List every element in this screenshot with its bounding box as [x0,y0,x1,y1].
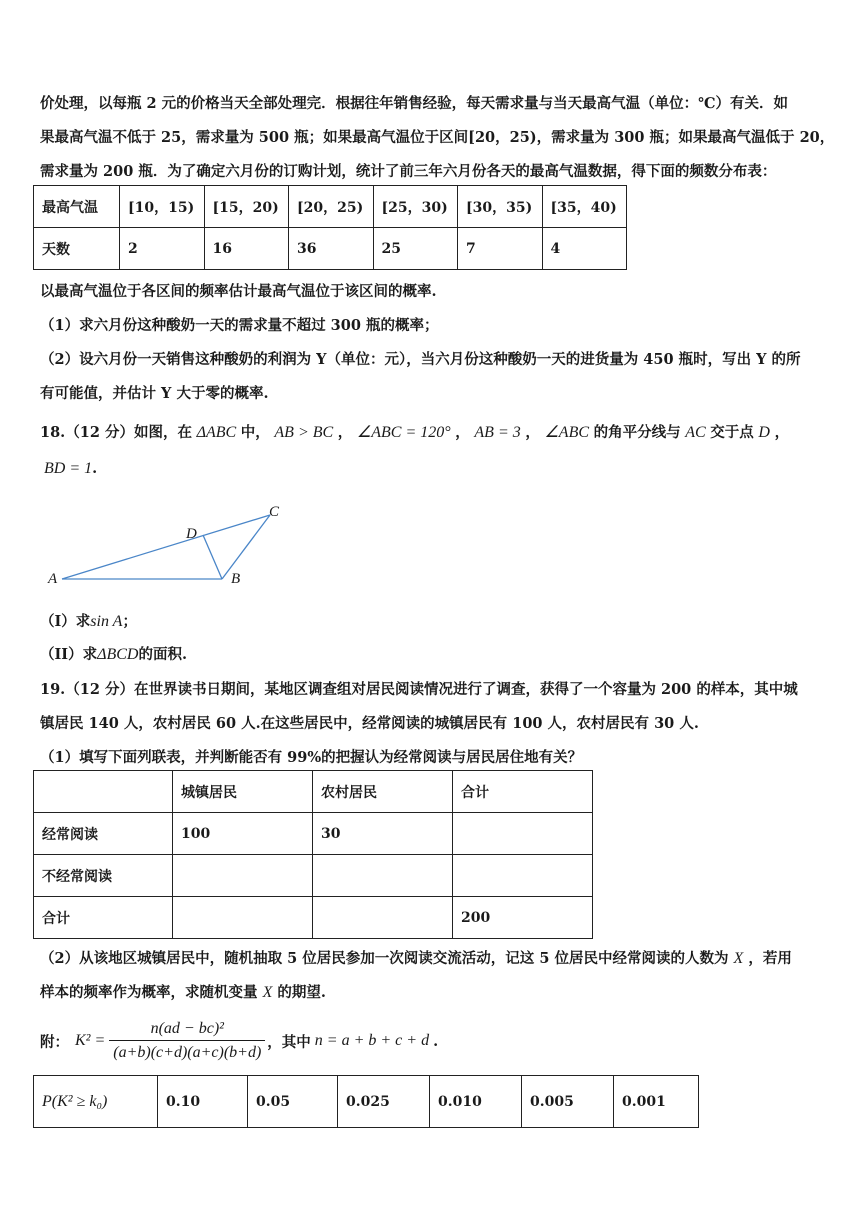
temperature-frequency-table [33,185,627,270]
q19-line2: 镇居民 140 人，农村居民 60 人.在这些居民中，经常阅读的城镇居民有 100 人，农村居民有 30 人. [40,715,699,732]
q18-text: 交于点 [710,424,754,441]
where-text: ，其中 [267,1033,311,1051]
table-cell [453,855,593,897]
q17-part2-line2: 有可能值，并估计 Y 大于零的概率. [40,385,269,402]
q18-stem [40,421,789,442]
q18-stem-line2 [44,460,97,478]
q18-segment-ac: AC [685,424,706,441]
table-cell: 0.10 [158,1076,248,1128]
q18-condition-2: ∠ABC = 120° [356,424,451,441]
table-cell: [30，35) [458,186,543,228]
appendix-formula [40,1015,438,1067]
table-cell: 最高气温 [34,186,120,228]
period-text: . [433,1032,439,1050]
table-cell: 0.001 [614,1076,699,1128]
table-cell [173,897,313,939]
table-cell [313,897,453,939]
q18-text: 中， [240,424,270,441]
table-cell [34,771,173,813]
q18-bd-condition: BD = 1 [44,460,93,477]
q18-part2 [40,643,187,664]
table-cell: 0.025 [338,1076,430,1128]
table-cell: 16 [204,228,289,270]
table-cell [34,1076,158,1128]
table-row [34,897,593,939]
table-row [34,771,593,813]
variable-x: X [733,950,744,967]
q18-text: ； [122,613,137,630]
table-cell: 农村居民 [313,771,453,813]
q17-part1: （1）求六月份这种酸奶一天的需求量不超过 300 瓶的概率； [40,317,439,334]
triangle-figure [40,498,300,590]
q18-part1 [40,610,137,631]
table-row [34,1076,699,1128]
k2-symbol: K² = [75,1032,106,1049]
table-cell: 200 [453,897,593,939]
q17-note: 以最高气温位于各区间的频率估计最高气温位于该区间的概率. [40,283,437,300]
table-row [34,813,593,855]
table-cell: 4 [542,228,627,270]
q18-sin-a: sin A [90,613,123,630]
q19-text: 的期望. [277,984,326,1001]
probability-table [33,1075,699,1128]
q19-part2-line2 [40,981,326,1002]
table-cell: [15，20) [204,186,289,228]
table-cell: [25，30) [373,186,458,228]
q18-text: ， [337,424,353,441]
label-c: C [269,504,280,520]
intro-line-1: 价处理，以每瓶 2 元的价格当天全部处理完．根据往年销售经验，每天需求量与当天最高气温（单位：℃）有关．如 [40,95,789,112]
table-cell: 2 [120,228,205,270]
table-cell: 30 [313,813,453,855]
q19-part2-line1 [40,947,792,968]
q18-text: ， [774,424,790,441]
q19-text: （2）从该地区城镇居民中，随机抽取 5 位居民参加一次阅读交流活动，记这 5 位居民中经常阅读的人数为 [40,950,729,967]
q18-text: . [92,460,98,477]
table-cell: 0.05 [248,1076,338,1128]
q18-angle: ∠ABC [544,424,590,441]
q19-line1: 19.（12 分）在世界读书日期间，某地区调查组对居民阅读情况进行了调查，获得了一个容量为 200 的样本，其中城 [40,681,798,698]
table-cell: [10，15) [120,186,205,228]
table-cell: 0.010 [430,1076,522,1128]
table-cell: 不经常阅读 [34,855,173,897]
segment-ac [62,515,270,579]
q18-condition-1: AB > BC [274,424,334,441]
label-a: A [48,571,58,587]
table-row [34,228,627,270]
segment-bc [222,515,270,579]
n-definition: n = a + b + c + d [314,1032,430,1049]
intro-line-2: 果最高气温不低于 25，需求量为 500 瓶；如果最高气温位于区间[20，25)，需求量为 300 瓶；如果最高气温低于 20， [40,129,835,146]
table-cell [313,855,453,897]
table-cell: 城镇居民 [173,771,313,813]
q19-part1: （1）填写下面列联表，并判断能否有 99%的把握认为经常阅读与居民居住地有关？ [40,749,583,766]
label-d: D [186,526,197,542]
variable-x: X [262,984,273,1001]
q18-condition-3: AB = 3 [474,424,521,441]
table-cell [173,855,313,897]
table-cell: 25 [373,228,458,270]
table-cell: 合计 [34,897,173,939]
table-cell: 合计 [453,771,593,813]
fraction-numerator: n(ad − bc)² [109,1020,265,1041]
q18-text: 的面积. [138,646,188,663]
q18-triangle: ΔABC [196,424,237,441]
segment-bd [203,535,222,579]
appendix-label: 附： [40,1033,69,1051]
q18-number: 18.（12 分）如图，在 [40,424,192,441]
label-b: B [231,571,241,587]
fraction-denominator: (a+b)(c+d)(a+c)(b+d) [113,1044,262,1061]
q19-text: ，若用 [748,950,792,967]
q18-part1-label: （I）求 [40,613,91,630]
q18-text: ， [455,424,470,441]
table-cell: 0.005 [522,1076,614,1128]
table-cell: 天数 [34,228,120,270]
contingency-table [33,770,593,939]
q19-text: 样本的频率作为概率，求随机变量 [40,984,258,1001]
table-cell: [35，40) [542,186,627,228]
table-row [34,186,627,228]
q18-point-d: D [758,424,770,441]
table-cell: 7 [458,228,543,270]
table-cell: 36 [289,228,374,270]
q18-text: ， [525,424,540,441]
table-cell: 100 [173,813,313,855]
table-cell: [20，25) [289,186,374,228]
probability-label: P(K² ≥ k₀) [42,1092,108,1110]
q18-triangle-bcd: ΔBCD [97,646,139,663]
table-cell [453,813,593,855]
k2-fraction [109,1020,265,1062]
intro-line-3: 需求量为 200 瓶．为了确定六月份的订购计划，统计了前三年六月份各天的最高气温数据，得下面的频数分布表： [40,163,777,180]
q17-part2-line1: （2）设六月份一天销售这种酸奶的利润为 Y（单位：元），当六月份这种酸奶一天的进货量为 450 瓶时，写出 Y 的所 [40,351,801,368]
q18-part2-label: （II）求 [40,646,98,663]
table-cell: 经常阅读 [34,813,173,855]
table-row [34,855,593,897]
q18-text: 的角平分线与 [593,424,681,441]
